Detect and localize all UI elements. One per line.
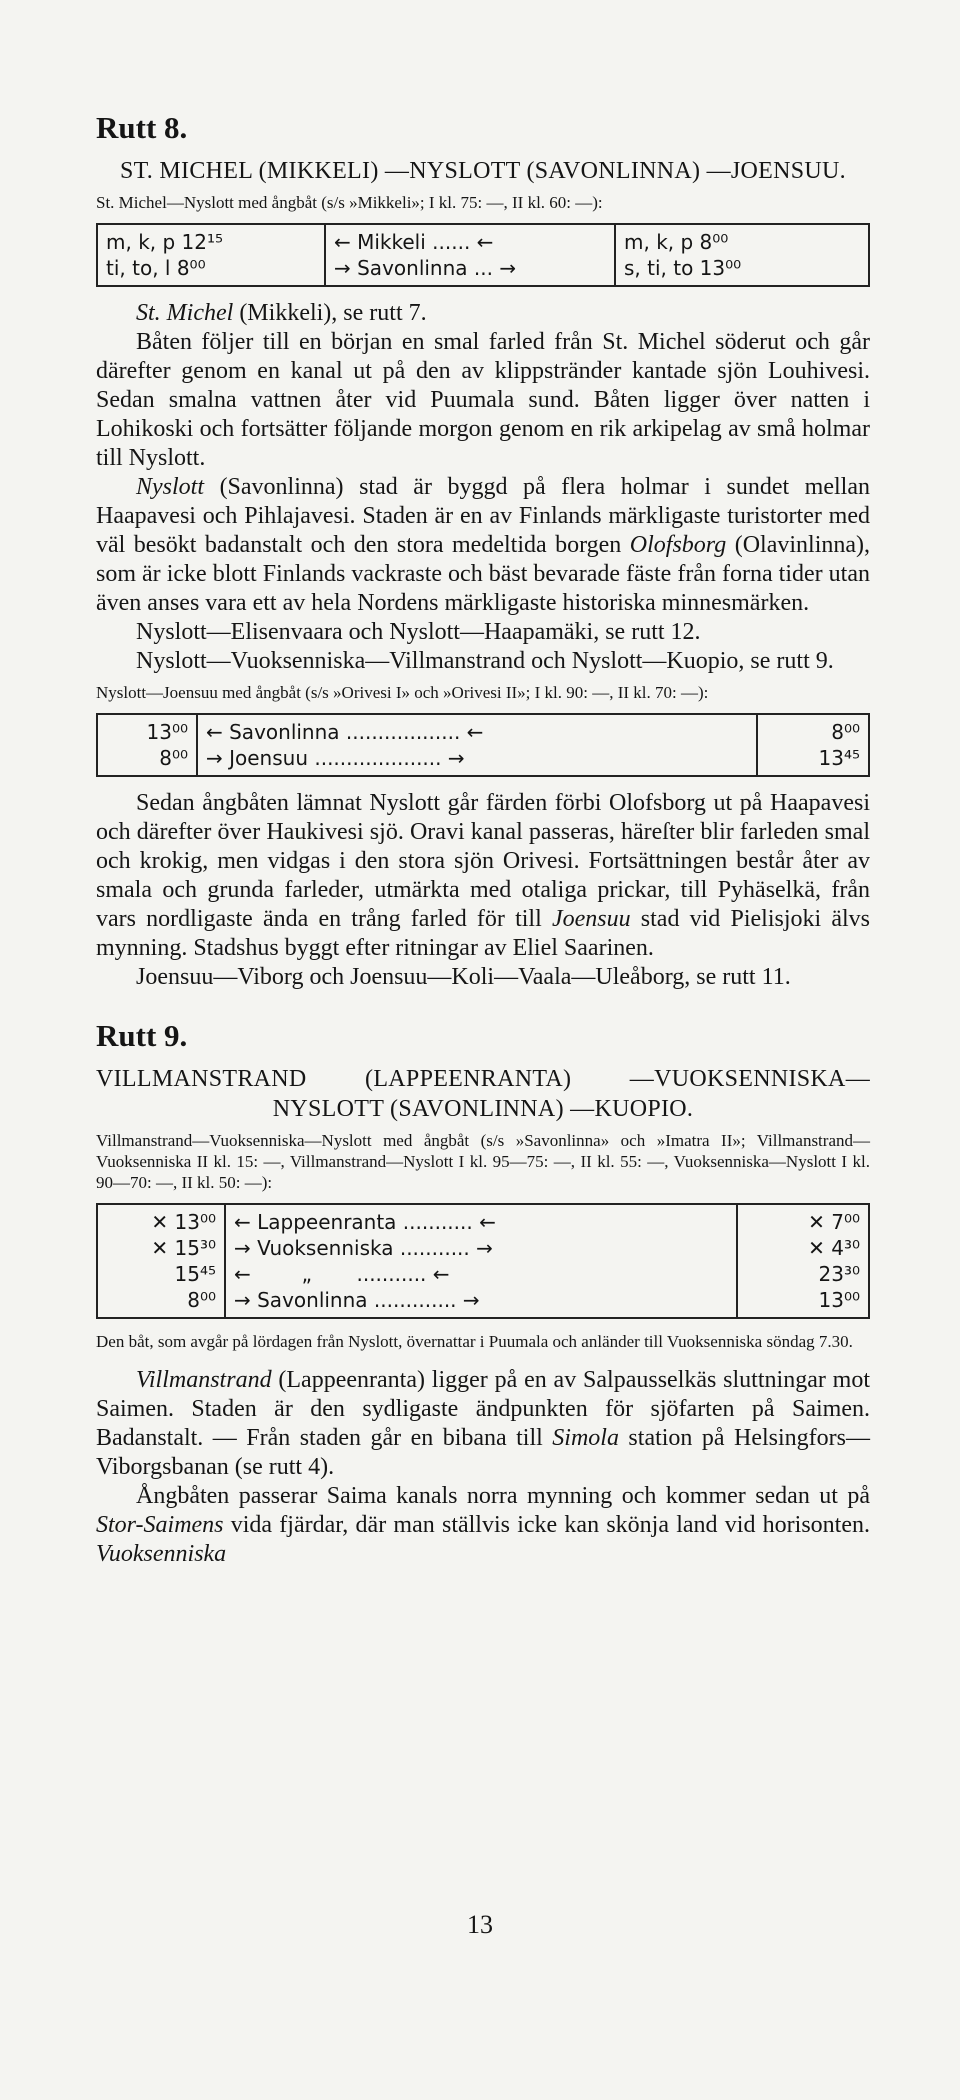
paragraph-joensuu-viborg: Joensuu—Viborg och Joensuu—Koli—Vaala—Uleåborg, se rutt 11. [136, 964, 791, 990]
paragraph-st-michel: St. Michel (Mikkeli), se rutt 7. [136, 300, 427, 326]
paragraph-nyslott: Nyslott (Savonlinna) stad är byggd på flera holmar i sundet mellan Haapavesi och Pihlajavesi. Staden är en av Finlands märkligaste turistorter med väl besökt badanstalt och den stora medeltida borgen Olofsborg (Olavinlinna), som är icke blott Finlands vackraste och bäst bevarade fäste från forna tider utan även anses vara ett av hela Nordens märkligaste historiska minnesmärken. [96, 474, 871, 616]
route9-title: Rutt 9. [96, 1018, 188, 1053]
route9-note: Den båt, som avgår på lördagen från Nyslott, övernattar i Puumala och anländer till Vuoksenniska söndag 7.30. [96, 1332, 853, 1351]
timetable-left-col: m, k, p 12¹⁵ ti, to, l 8⁰⁰ [98, 225, 326, 285]
paragraph-nyslott-vuoksenniska: Nyslott—Vuoksenniska—Villmanstrand och Nyslott—Kuopio, se rutt 9. [136, 648, 834, 674]
timetable-stmichel-nyslott [96, 223, 870, 287]
page [96, 110, 870, 1569]
timetable-stations-col: ← Mikkeli ...... ← → Savonlinna ... → [326, 225, 616, 285]
timetable-left-col: ✕ 13⁰⁰ ✕ 15³⁰ 15⁴⁵ 8⁰⁰ [98, 1205, 226, 1317]
timetable-right-col: ✕ 7⁰⁰ ✕ 4³⁰ 23³⁰ 13⁰⁰ [808, 1210, 860, 1312]
timetable-villmanstrand-nyslott [96, 1203, 870, 1319]
timetable-stations-col: ← Savonlinna .................. ← → Joensuu .................... → [198, 715, 758, 775]
route8-service: St. Michel—Nyslott med ångbåt (s/s »Mikkeli»; I kl. 75: —, II kl. 60: —): [96, 193, 603, 212]
timetable-left-col: 13⁰⁰ 8⁰⁰ [98, 715, 198, 775]
timetable-nyslott-joensuu [96, 713, 870, 777]
paragraph-nyslott-elisenvaara: Nyslott—Elisenvaara och Nyslott—Haapamäki, se rutt 12. [136, 619, 701, 645]
route9-service: Villmanstrand—Vuoksenniska—Nyslott med ångbåt (s/s »Savonlinna» och »Imatra II»; Villmanstrand—Vuoksenniska II kl. 15: —, Villmanstrand—Nyslott I kl. 95—75: —, II kl. 55: —, Vuoksenniska—Nyslott I kl. 90—70: —, II kl. 50: —): [96, 1131, 870, 1192]
route8-service2: Nyslott—Joensuu med ångbåt (s/s »Orivesi I» och »Orivesi II»; I kl. 90: —, II kl. 70: —): [96, 683, 709, 702]
route9-heading: VILLMANSTRAND (LAPPEENRANTA) —VUOKSENNISKA—NYSLOTT (SAVONLINNA) —KUOPIO. [96, 1066, 870, 1122]
timetable-right-col: m, k, p 8⁰⁰ s, ti, to 13⁰⁰ [624, 230, 742, 280]
route8-title: Rutt 8. [96, 110, 188, 145]
route8-heading: ST. MICHEL (MIKKELI) —NYSLOTT (SAVONLINNA) —JOENSUU. [119, 158, 846, 184]
paragraph-joensuu-route: Sedan ångbåten lämnat Nyslott går färden förbi Olofsborg ut på Haapavesi och därefter över Haukivesi sjö. Oravi kanal passeras, häreſter blir farleden smal och krokig, men vidgas i den stora sjön Orivesi. Fortsättningen består åter av smala och grunda farleder, utmärkta med otaliga prickar, till Pyhäselkä, från vars nordligaste ända en trång farled för till Joensuu stad vid Pielisjoki älvs mynning. Stadshus byggt efter ritningar av Eliel Saarinen. [96, 790, 870, 961]
paragraph-boat-route: Båten följer till en början en smal farled från St. Michel söderut och går därefter genom en kanal ut på den av klippstränder kantade sjön Louhivesi. Sedan smalna vattnen åter vid Puumala sund. Båten ligger över natten i Lohikoski och fortsätter följande morgon genom en rik arkipelag av små holmar till Nyslott. [96, 329, 870, 471]
timetable-stations-col: ← Lappeenranta ........... ← → Vuoksenniska ........... → ← „ ........... ← → Savonlinna ............. → [226, 1205, 738, 1317]
paragraph-villmanstrand: Villmanstrand (Lappeenranta) ligger på en av Salpausselkäs sluttningar mot Saimen. Staden är den sydligaste ändpunkten för sjöfarten på Saimen. Badanstalt. — Från staden går en bibana till Simola station på Helsingfors—Viborgsbanan (se rutt 4). [96, 1367, 870, 1480]
timetable-right-col: 8⁰⁰ 13⁴⁵ [818, 720, 860, 770]
paragraph-saima-canal: Ångbåten passerar Saima kanals norra mynning och kommer sedan ut på Stor-Saimens vida fjärdar, där man ställvis icke kan skönja land vid horisonten. Vuoksenniska [96, 1483, 870, 1567]
page-number: 13 [467, 1910, 493, 1939]
